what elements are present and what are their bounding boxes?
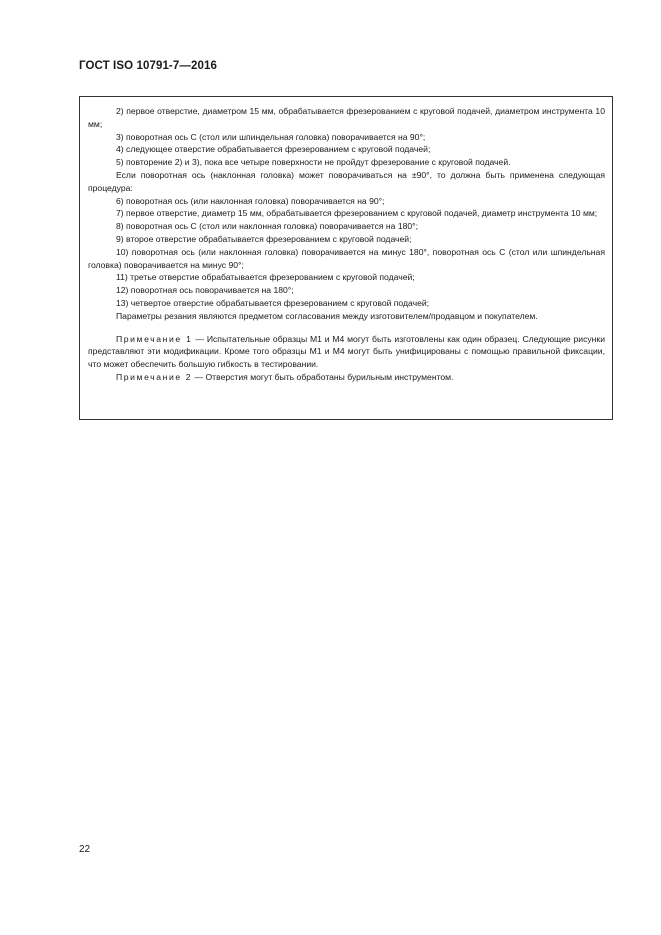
note-1 <box>88 333 605 371</box>
note-1-text: — Испытательные образцы М1 и М4 могут быть изготовлены как один образец. Следующие рисунки представляют эти модификации. Кроме того образцы М1 и М4 могут быть унифицированы с помощью правильной фиксации, что может обеспечить большую гибкость в тестировании. <box>88 333 605 370</box>
step-6: 6) поворотная ось (или наклонная головка) поворачивается на 90°; <box>116 195 385 206</box>
note-2-label: Примечание 2 <box>116 371 193 382</box>
note-2 <box>88 371 605 384</box>
step-12: 12) поворотная ось поворачивается на 180°; <box>116 285 294 296</box>
step-5: 5) повторение 2) и 3), пока все четыре поверхности не пройдут фрезерование с круговой подачей. <box>116 157 511 168</box>
cutting-parameters: Параметры резания являются предметом согласования между изготовителем/продавцом и покупателем. <box>116 310 538 321</box>
step-4: 4) следующее отверстие обрабатывается фрезерованием с круговой подачей; <box>116 144 431 155</box>
document-header: ГОСТ ISO 10791-7—2016 <box>79 60 217 72</box>
page-number: 22 <box>79 844 91 855</box>
step-9: 9) второе отверстие обрабатывается фрезерованием с круговой подачей; <box>116 233 412 244</box>
content-frame <box>79 96 613 420</box>
procedure-intro: Если поворотная ось (наклонная головка) может поворачиваться на ±90°, то должна быть применена следующая процедура: <box>88 169 605 193</box>
step-7: 7) первое отверстие, диаметр 15 мм, обрабатывается фрезерованием с круговой подачей, диаметр инструмента 10 мм; <box>116 208 598 219</box>
note-2-text: — Отверстия могут быть обработаны бурильным инструментом. <box>192 371 454 382</box>
note-1-label: Примечание 1 <box>116 333 193 344</box>
step-8: 8) поворотная ось С (стол или наклонная головка) поворачивается на 180°; <box>116 221 418 232</box>
step-11: 11) третье отверстие обрабатывается фрезерованием с круговой подачей; <box>116 272 415 283</box>
step-3: 3) поворотная ось С (стол или шпиндельная головка) поворачивается на 90°; <box>116 131 426 142</box>
step-10: 10) поворотная ось (или наклонная головка) поворачивается на минус 180°, поворотная ось С (стол или шпиндельная головка) поворачивается на минус 90°; <box>88 246 605 270</box>
notes-section <box>88 333 605 384</box>
step-13: 13) четвертое отверстие обрабатывается фрезерованием с круговой подачей; <box>116 297 430 308</box>
step-2: 2) первое отверстие, диаметром 15 мм, обрабатывается фрезерованием с круговой подачей, диаметром инструмента 10 мм; <box>88 106 605 129</box>
